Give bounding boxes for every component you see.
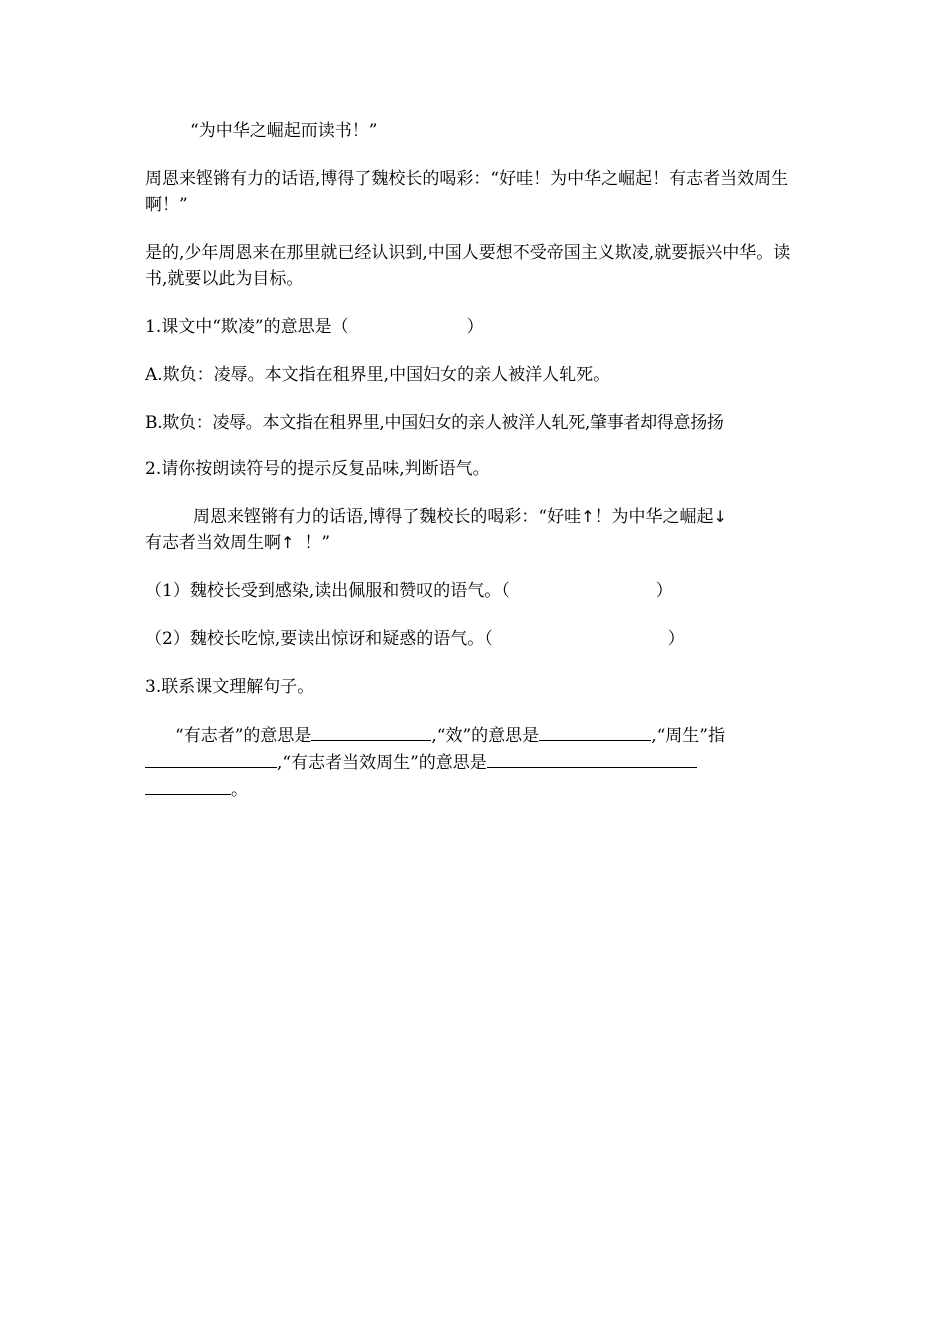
reading-line-1-part-b: ！为中华之崛起 [594, 507, 714, 527]
q3-end: 。 [231, 780, 248, 800]
q3-part-4: ,“有志者当效周生”的意思是 [277, 753, 487, 773]
question-3-line-3 [145, 776, 810, 803]
sub-2-text: （2）魏校长吃惊,要读出惊讶和疑惑的语气。（ [145, 629, 493, 649]
question-3-line-2 [145, 749, 810, 776]
sub-2-close-paren: ） [667, 629, 685, 649]
blank-sentence-meaning[interactable] [487, 749, 697, 768]
question-1-stem [145, 314, 810, 340]
question-3-line-1 [145, 722, 810, 749]
passage-paragraph-1: 周恩来铿锵有力的话语,博得了魏校长的喝彩：“好哇！为中华之崛起！有志者当效周生啊！” [145, 169, 789, 215]
worksheet-page [145, 118, 810, 803]
q3-part-2: ,“效”的意思是 [431, 726, 540, 746]
question-2-reading-line-1 [145, 504, 810, 530]
question-2-sub-1 [145, 578, 810, 604]
question-2-reading-line-2 [145, 530, 810, 556]
sub-1-text: （1）魏校长受到感染,读出佩服和赞叹的语气。（ [145, 581, 510, 601]
down-arrow-icon: ↓ [713, 507, 727, 526]
passage-quote: “为中华之崛起而读书！” [190, 121, 378, 141]
question-1-text: 1.课文中“欺凌”的意思是（ [145, 317, 349, 337]
question-1-option-b: B.欺负：凌辱。本文指在租界里,中国妇女的亲人被洋人轧死,肇事者却得意扬扬 [145, 413, 724, 433]
reading-line-1-part-a: 周恩来铿锵有力的话语,博得了魏校长的喝彩：“好哇 [193, 507, 582, 527]
q3-part-1: “有志者”的意思是 [175, 726, 312, 746]
reading-line-2-part-a: 有志者当效周生啊 [145, 533, 281, 553]
sub-1-close-paren: ） [655, 581, 673, 601]
question-3-stem: 3.联系课文理解句子。 [145, 677, 315, 697]
question-2-sub-2 [145, 626, 810, 652]
question-1-option-a: A.欺负：凌辱。本文指在租界里,中国妇女的亲人被洋人轧死。 [145, 365, 611, 385]
blank-sentence-meaning-cont[interactable] [145, 776, 231, 795]
reading-line-2-part-b: ！” [304, 533, 331, 553]
blank-zhousheng[interactable] [145, 749, 277, 768]
question-2-stem: 2.请你按朗读符号的提示反复品味,判断语气。 [145, 459, 490, 479]
passage-paragraph-2: 是的,少年周恩来在那里就已经认识到,中国人要想不受帝国主义欺凌,就要振兴中华。读书,就要以此为目标。 [145, 243, 791, 289]
blank-yozhizhe[interactable] [311, 722, 431, 741]
up-arrow-icon: ↑ [581, 507, 595, 526]
up-arrow-icon: ↑ [281, 533, 295, 552]
blank-xiao[interactable] [539, 722, 651, 741]
q3-part-3: ,“周生”指 [651, 726, 725, 746]
question-1-close-paren: ） [466, 317, 484, 337]
